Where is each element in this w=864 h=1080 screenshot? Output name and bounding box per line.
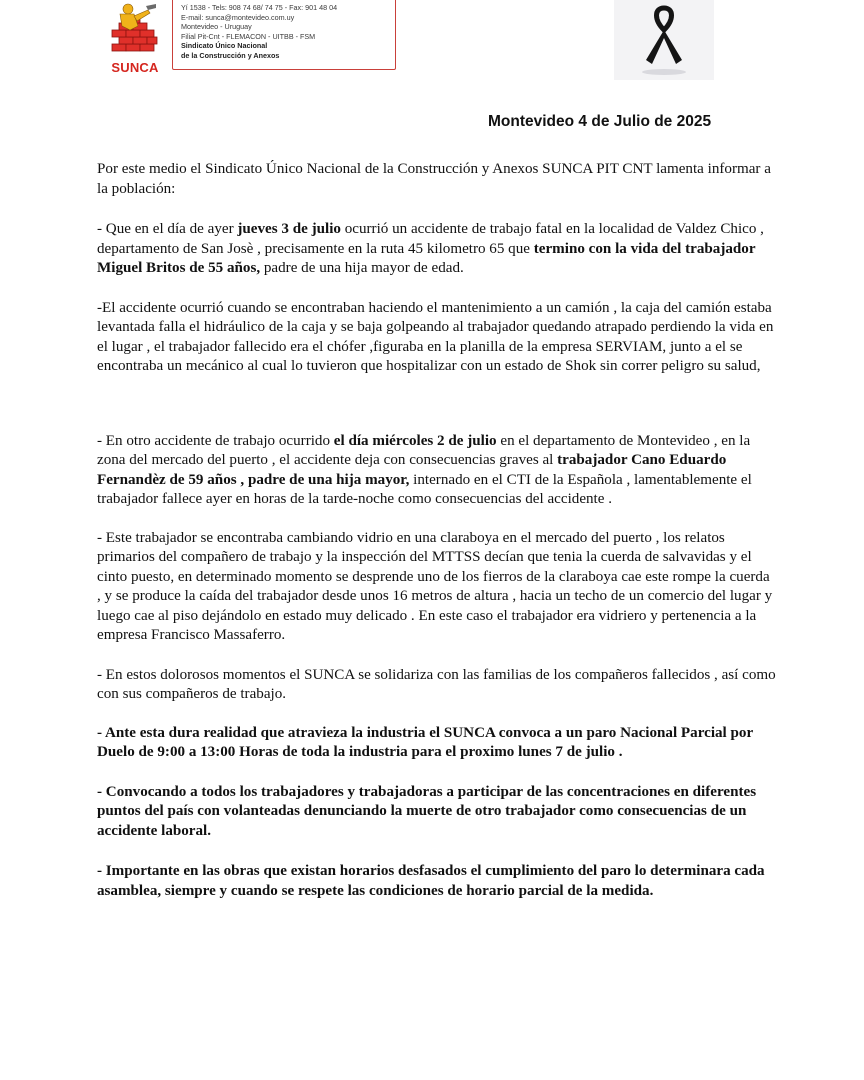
schedule-note-paragraph: - Importante en las obras que existan horarios desfasados el cumplimiento del paro lo determinara cada asamblea, siempre y cuando se respete las condiciones de horario parcial de la medida.	[97, 863, 765, 899]
contact-affiliations-line: Filial Pit-Cnt - FLEMACON - UITBB - FSM	[181, 31, 316, 41]
org-name-line-2: de la Construcción y Anexos	[181, 50, 280, 60]
accident-2-text-a: - En otro accidente de trabajo ocurrido	[97, 432, 334, 449]
accident-1-victim: termino con la vida del trabajador Miguel Britos de 55 años,	[97, 240, 756, 276]
accident-1-text-b: ocurrió un accidente de trabajo fatal en la localidad de Valdez Chico , departamento de San Josè , precisamente en la ruta 45 kilometro 65 que	[97, 221, 764, 257]
contact-address-line: Yí 1538 - Tels: 908 74 68/ 74 75 - Fax: 901 48 04	[181, 3, 338, 12]
accident-1-paragraph	[97, 220, 777, 279]
accident-2-text-c: internado en el CTI de la Española , lamentablemente el trabajador fallece ayer en horas de la tarde-noche como consecuencias del accidente .	[97, 471, 752, 507]
accident-2-date: el día miércoles 2 de julio	[333, 432, 497, 449]
accident-1-text-a: - Que en el día de ayer	[97, 221, 238, 237]
mourning-ribbon-panel	[614, 0, 714, 80]
contact-email-line: E-mail: sunca@montevideo.com.uy	[181, 12, 295, 22]
solidarity-paragraph: - En estos dolorosos momentos el SUNCA se solidariza con las familias de los compañeros fallecidos , así como con sus compañeros de trabajo.	[97, 666, 776, 702]
accident-1-date: jueves 3 de julio	[237, 221, 341, 237]
accident-2-text-b: en el departamento de Montevideo , en la zona del mercado del puerto , el accidente deja con consecuencias graves al	[97, 432, 751, 468]
concentrations-call-paragraph: - Convocando a todos los trabajadores y trabajadoras a participar de las concentraciones en diferentes puntos del país con volanteadas denunciando la muerte de otro trabajador como consecuencias de un accidente laboral.	[97, 783, 757, 839]
logo-wordmark: SUNCA	[111, 60, 159, 75]
mourning-ribbon-icon	[614, 0, 714, 80]
strike-call-paragraph: - Ante esta dura realidad que atravieza la industria el SUNCA convoca a un paro Nacional Parcial por Duelo de 9:00 a 13:00 Horas de toda la industria para el proximo lunes 7 de julio .	[97, 724, 753, 760]
intro-paragraph: Por este medio el Sindicato Único Nacional de la Construcción y Anexos SUNCA PIT CNT lamenta informar a la población:	[97, 161, 771, 197]
accident-1-text-c: padre de una hija mayor de edad.	[260, 260, 464, 276]
document-date: Montevideo 4 de Julio de 2025	[488, 113, 712, 130]
accident-2-victim: trabajador Cano Eduardo Fernandèz de 59 años , padre de una hija mayor,	[97, 452, 727, 488]
sunca-brick-wall-icon	[104, 0, 166, 62]
org-name-line-1: Sindicato Único Nacional	[181, 41, 268, 51]
statement-body	[97, 160, 777, 901]
accident-2-paragraph	[97, 432, 777, 510]
accident-2-details-paragraph: - Este trabajador se encontraba cambiando vidrio en una claraboya en el mercado del puerto , los relatos primarios del compañero de trabajo y la inspección del MTTSS decían que tenia la cuerda de salvavidas y el cinto puesto, en determinado momento se desprende uno de los fierros de la claraboya cae este rompe la cuerda , y se produce la caída del trabajador desde unos 16 metros de altura , hacia un techo de un comercio del lugar y luego cae al piso dejándolo en estado muy delicado . En este caso el trabajador era vidriero y pertenencia a la empresa Francisco Massaferro.	[97, 529, 773, 643]
contact-info-box	[172, 0, 396, 70]
contact-city-line: Montevideo - Uruguay	[181, 22, 252, 32]
accident-1-details-paragraph: -El accidente ocurrió cuando se encontraban haciendo el mantenimiento a un camión , la caja del camión estaba levantada falla el hidráulico de la caja y se baja golpeando al trabajador quedando atrapado perdiendo la vida en el lugar , el trabajador fallecido era el chófer ,figuraba en la planilla de la empresa SERVIAM, junto a el se encontraba un mecánico al cual lo tuvieron que hospitalizar con un estado de Shok sin correr peligro su salud,	[97, 299, 774, 374]
